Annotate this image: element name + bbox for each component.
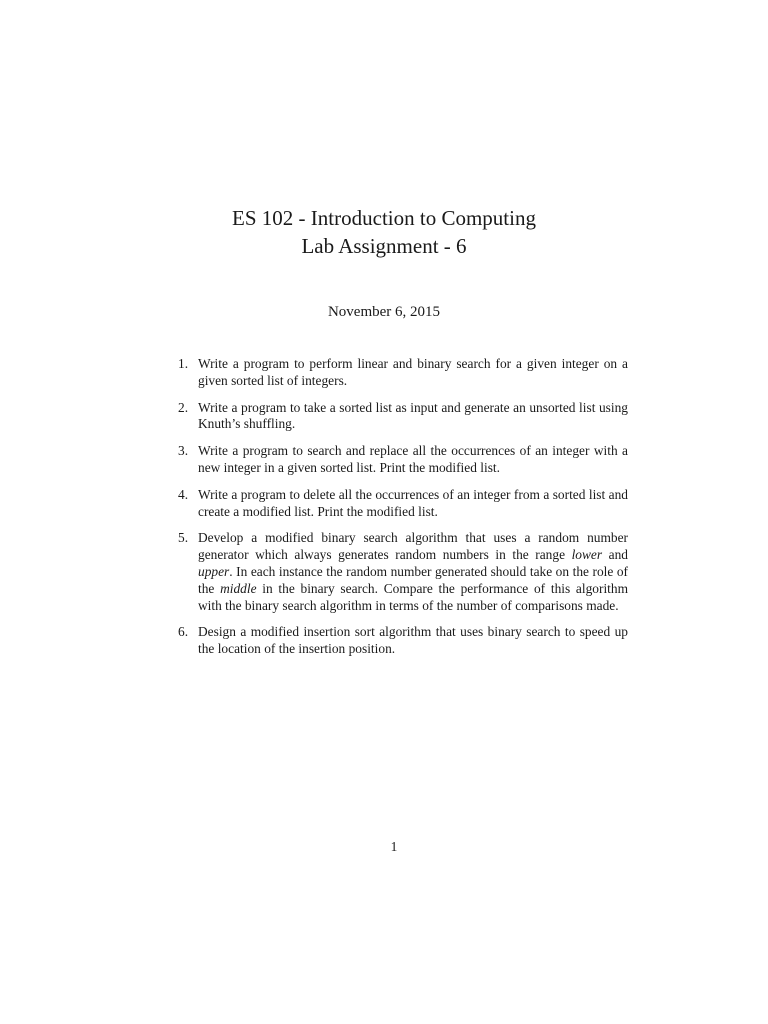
problem-number: 1. [178,356,189,371]
assignment-title: Lab Assignment - 6 [301,234,467,258]
problem-text-segment: Write a program to search and replace all the occurrences of an integer with a new integer in a given sorted list. Print the modified list. [198,443,628,475]
problem-text [198,530,628,612]
problem-text-segment: . In each instance the random number generated should take on the role of the [198,563,628,596]
problem-text [198,443,628,475]
problem-item [178,356,628,390]
problem-item [178,443,628,477]
italic-term: lower [571,547,603,563]
problem-text [198,624,628,656]
problem-item [178,400,628,434]
page-number: 1 [390,839,398,854]
problem-text [198,356,628,388]
problem-text-segment: Design a modified insertion sort algorithm that uses binary search to speed up the location of the insertion position. [198,624,628,657]
document-title [0,204,768,260]
problem-text-segment: Write a program to perform linear and binary search for a given integer on a given sorted list of integers. [198,356,628,388]
problem-number: 2. [178,399,189,415]
problem-text-segment: Write a program to take a sorted list as input and generate an unsorted list using Knuth’s shuffling. [198,399,628,432]
problem-item [178,624,628,658]
problem-text [198,487,628,519]
italic-term: middle [220,580,257,596]
problem-number: 3. [178,443,189,459]
problem-item [178,487,628,521]
problem-text-segment: and [602,547,628,563]
problem-number: 6. [178,624,189,640]
problem-text-segment: in the binary search. Compare the performance of this algorithm with the binary search algorithm in terms of the number of comparisons made. [198,580,628,613]
document-date: November 6, 2015 [327,304,441,320]
problem-text [198,400,628,432]
italic-term: upper [198,563,230,579]
problem-text-segment: Write a program to delete all the occurrences of an integer from a sorted list and create a modified list. Print the modified list. [198,486,628,519]
problem-number: 5. [178,530,189,546]
problem-item [178,530,628,614]
course-title: ES 102 - Introduction to Computing [232,206,536,230]
problem-list [178,356,628,668]
problem-number: 4. [178,486,189,502]
problem-text-segment: Develop a modified binary search algorithm that uses a random number generator which always generates random numbers in the range [198,530,628,563]
